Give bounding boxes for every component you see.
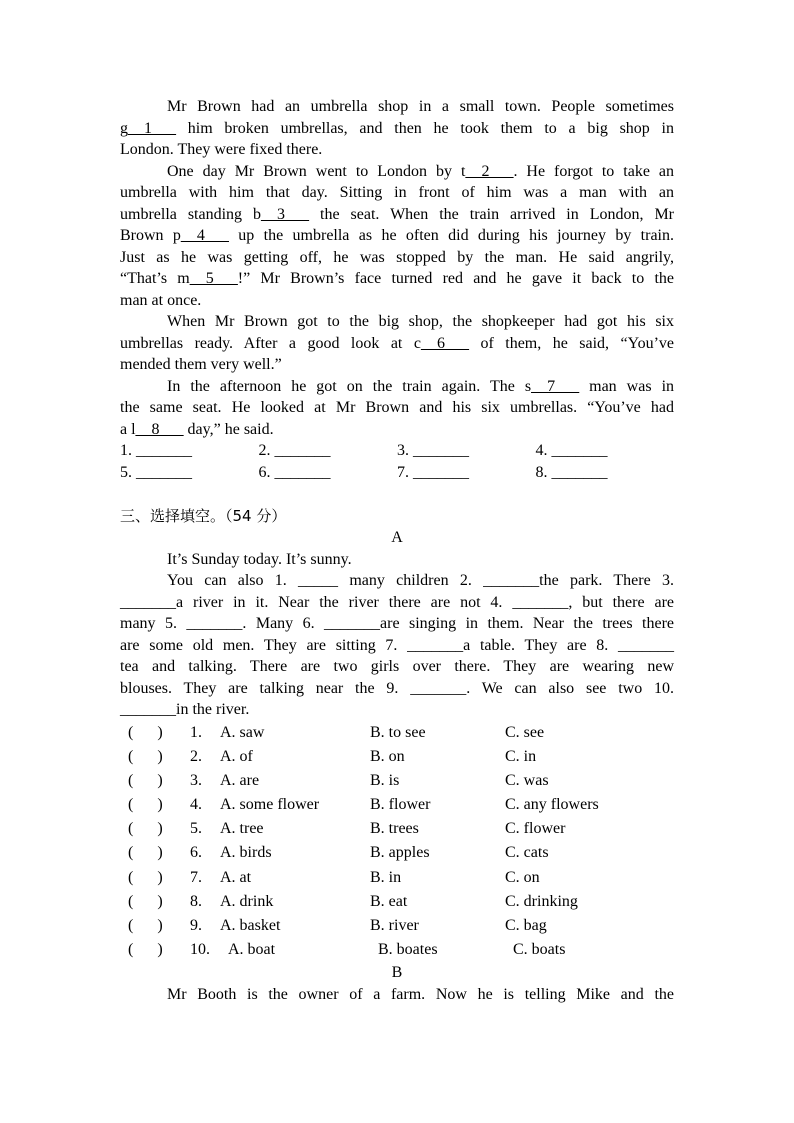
option-a[interactable]: A. basket [220,917,281,934]
blank-8: __8___ [135,420,184,438]
passage-line: London. They were fixed there. [120,141,323,158]
option-a[interactable]: A. boat [228,941,276,959]
answer-slot[interactable]: 7. _______ [397,463,469,481]
option-c[interactable]: C. flower [505,820,566,838]
option-a[interactable]: A. some flower [220,796,320,814]
answer-slot[interactable]: 8. _______ [535,463,608,481]
passage-line: Mr Booth is the owner of a farm. Now he is telling Mike and the [167,985,674,1003]
question-number: 6. [190,844,202,862]
passage-line: mended them very well.” [120,356,282,373]
blank-2: __2___ [465,162,514,180]
question-number: 8. [190,892,202,910]
option-b[interactable]: B. river [370,917,419,934]
option-b[interactable]: B. in [370,868,402,886]
part-heading: B [391,964,403,982]
passage-line: blouses. They are talking near the 9. _______. We can also see two 10. [120,679,674,697]
option-row [120,793,674,817]
option-a[interactable]: A. saw [220,723,265,741]
option-a[interactable]: A. at [220,868,252,886]
option-c[interactable]: C. on [505,868,540,886]
passage-line: “That’s m__5___!” Mr Brown’s face turned red and he gave it back to the [120,270,675,287]
answer-slot[interactable]: 6. _______ [258,463,331,481]
passage-line: a l__8___ day,” he said. [120,420,274,438]
option-b[interactable]: B. is [370,771,400,789]
answer-slot[interactable]: 5. _______ [120,463,192,481]
passage-line: many 5. _______. Many 6. _______are singing in them. Near the trees there [120,615,674,632]
question-number: 5. [190,820,202,838]
passage-line: tea and talking. There are two girls over there. They are wearing new [120,658,674,675]
question-number: 7. [190,868,202,886]
answer-row [120,462,674,484]
option-row [120,938,674,962]
option-c[interactable]: C. any flowers [505,796,599,814]
answer-paren[interactable]: ( ) [128,747,163,765]
option-row [120,769,674,793]
option-c[interactable]: C. bag [505,917,547,934]
answer-slot[interactable]: 4. _______ [535,442,608,459]
option-row [120,721,674,745]
option-row [120,890,674,914]
passage-line: umbrellas ready. After a good look at c__6___ of them, he said, “You’ve [120,334,675,352]
question-number: 10. [190,941,210,959]
answer-slot[interactable]: 2. _______ [258,442,331,459]
passage-line: _______a river in it. Near the river there are not 4. _______, but there are [120,593,674,611]
section-title: 三、选择填空。（54 分） [120,507,287,525]
passage-line: Mr Brown had an umbrella shop in a small town. People sometimes [167,98,674,115]
part-heading: A [391,529,403,546]
option-b[interactable]: B. to see [370,723,426,741]
option-b[interactable]: B. flower [370,796,431,814]
passage-line: Brown p__4___ up the umbrella as he often did during his journey by train. [120,227,674,244]
blank-1: __1___ [128,119,176,137]
passage-line: Just as he was getting off, he was stopped by the man. He said angrily, [120,248,674,266]
question-number: 3. [190,771,202,789]
passage-line: In the afternoon he got on the train again. The s__7___ man was in [167,377,675,395]
blank-7: __7___ [531,377,580,395]
option-c[interactable]: C. cats [505,844,549,862]
passage-line: umbrella standing b__3___ the seat. When the train arrived in London, Mr [120,205,675,223]
blank-3: __3___ [261,205,310,223]
option-a[interactable]: A. tree [220,820,264,838]
passage-line: You can also 1. _____ many children 2. _______the park. There 3. [167,572,674,589]
option-a[interactable]: A. drink [220,892,274,910]
option-a[interactable]: A. birds [220,844,272,862]
passage-line: g__1___ him broken umbrellas, and then he took them to a big shop in [120,119,675,137]
answer-paren[interactable]: ( ) [128,917,163,934]
answer-slot[interactable]: 1. _______ [120,442,192,459]
options-list [120,721,674,963]
question-number: 2. [190,747,202,765]
passage-line: When Mr Brown got to the big shop, the shopkeeper had got his six [167,313,674,330]
question-number: 1. [190,723,202,741]
option-c[interactable]: C. boats [513,941,566,959]
option-c[interactable]: C. in [505,747,537,765]
option-row [120,841,674,865]
option-c[interactable]: C. see [505,723,545,741]
passage-line: umbrella with him that day. Sitting in front of him was a man with an [120,184,674,201]
option-a[interactable]: A. are [220,771,260,789]
option-b[interactable]: B. trees [370,820,419,838]
answer-row [120,440,674,462]
option-b[interactable]: B. boates [378,941,438,959]
question-number: 9. [190,917,202,934]
answer-paren[interactable]: ( ) [128,941,163,959]
answer-paren[interactable]: ( ) [128,771,163,789]
option-row [120,914,674,938]
blank-6: __6___ [420,334,469,352]
option-row [120,866,674,890]
worksheet-page [120,96,674,1005]
option-c[interactable]: C. was [505,771,549,789]
passage-line: are some old men. They are sitting 7. _______a table. They are 8. _______ [120,636,674,654]
answer-slot[interactable]: 3. _______ [397,442,469,459]
option-c[interactable]: C. drinking [505,892,578,910]
option-row [120,745,674,769]
question-number: 4. [190,796,202,814]
option-b[interactable]: B. eat [370,892,408,910]
answer-paren[interactable]: ( ) [128,868,163,886]
option-b[interactable]: B. on [370,747,405,765]
answer-paren[interactable]: ( ) [128,844,163,862]
answer-paren[interactable]: ( ) [128,892,163,910]
passage-line: the same seat. He looked at Mr Brown and his six umbrellas. “You’ve had [120,399,674,416]
blank-5: __5___ [189,270,238,287]
answer-paren[interactable]: ( ) [128,796,163,814]
option-b[interactable]: B. apples [370,844,430,862]
passage-line: man at once. [120,291,202,309]
passage-line: _______in the river. [120,701,250,718]
passage-line: One day Mr Brown went to London by t__2___. He forgot to take an [167,162,674,180]
option-a[interactable]: A. of [220,747,253,765]
passage-line: It’s Sunday today. It’s sunny. [167,550,352,568]
answer-paren[interactable]: ( ) [128,723,163,741]
option-row [120,817,674,841]
answer-paren[interactable]: ( ) [128,820,163,838]
blank-4: __4___ [180,227,229,244]
